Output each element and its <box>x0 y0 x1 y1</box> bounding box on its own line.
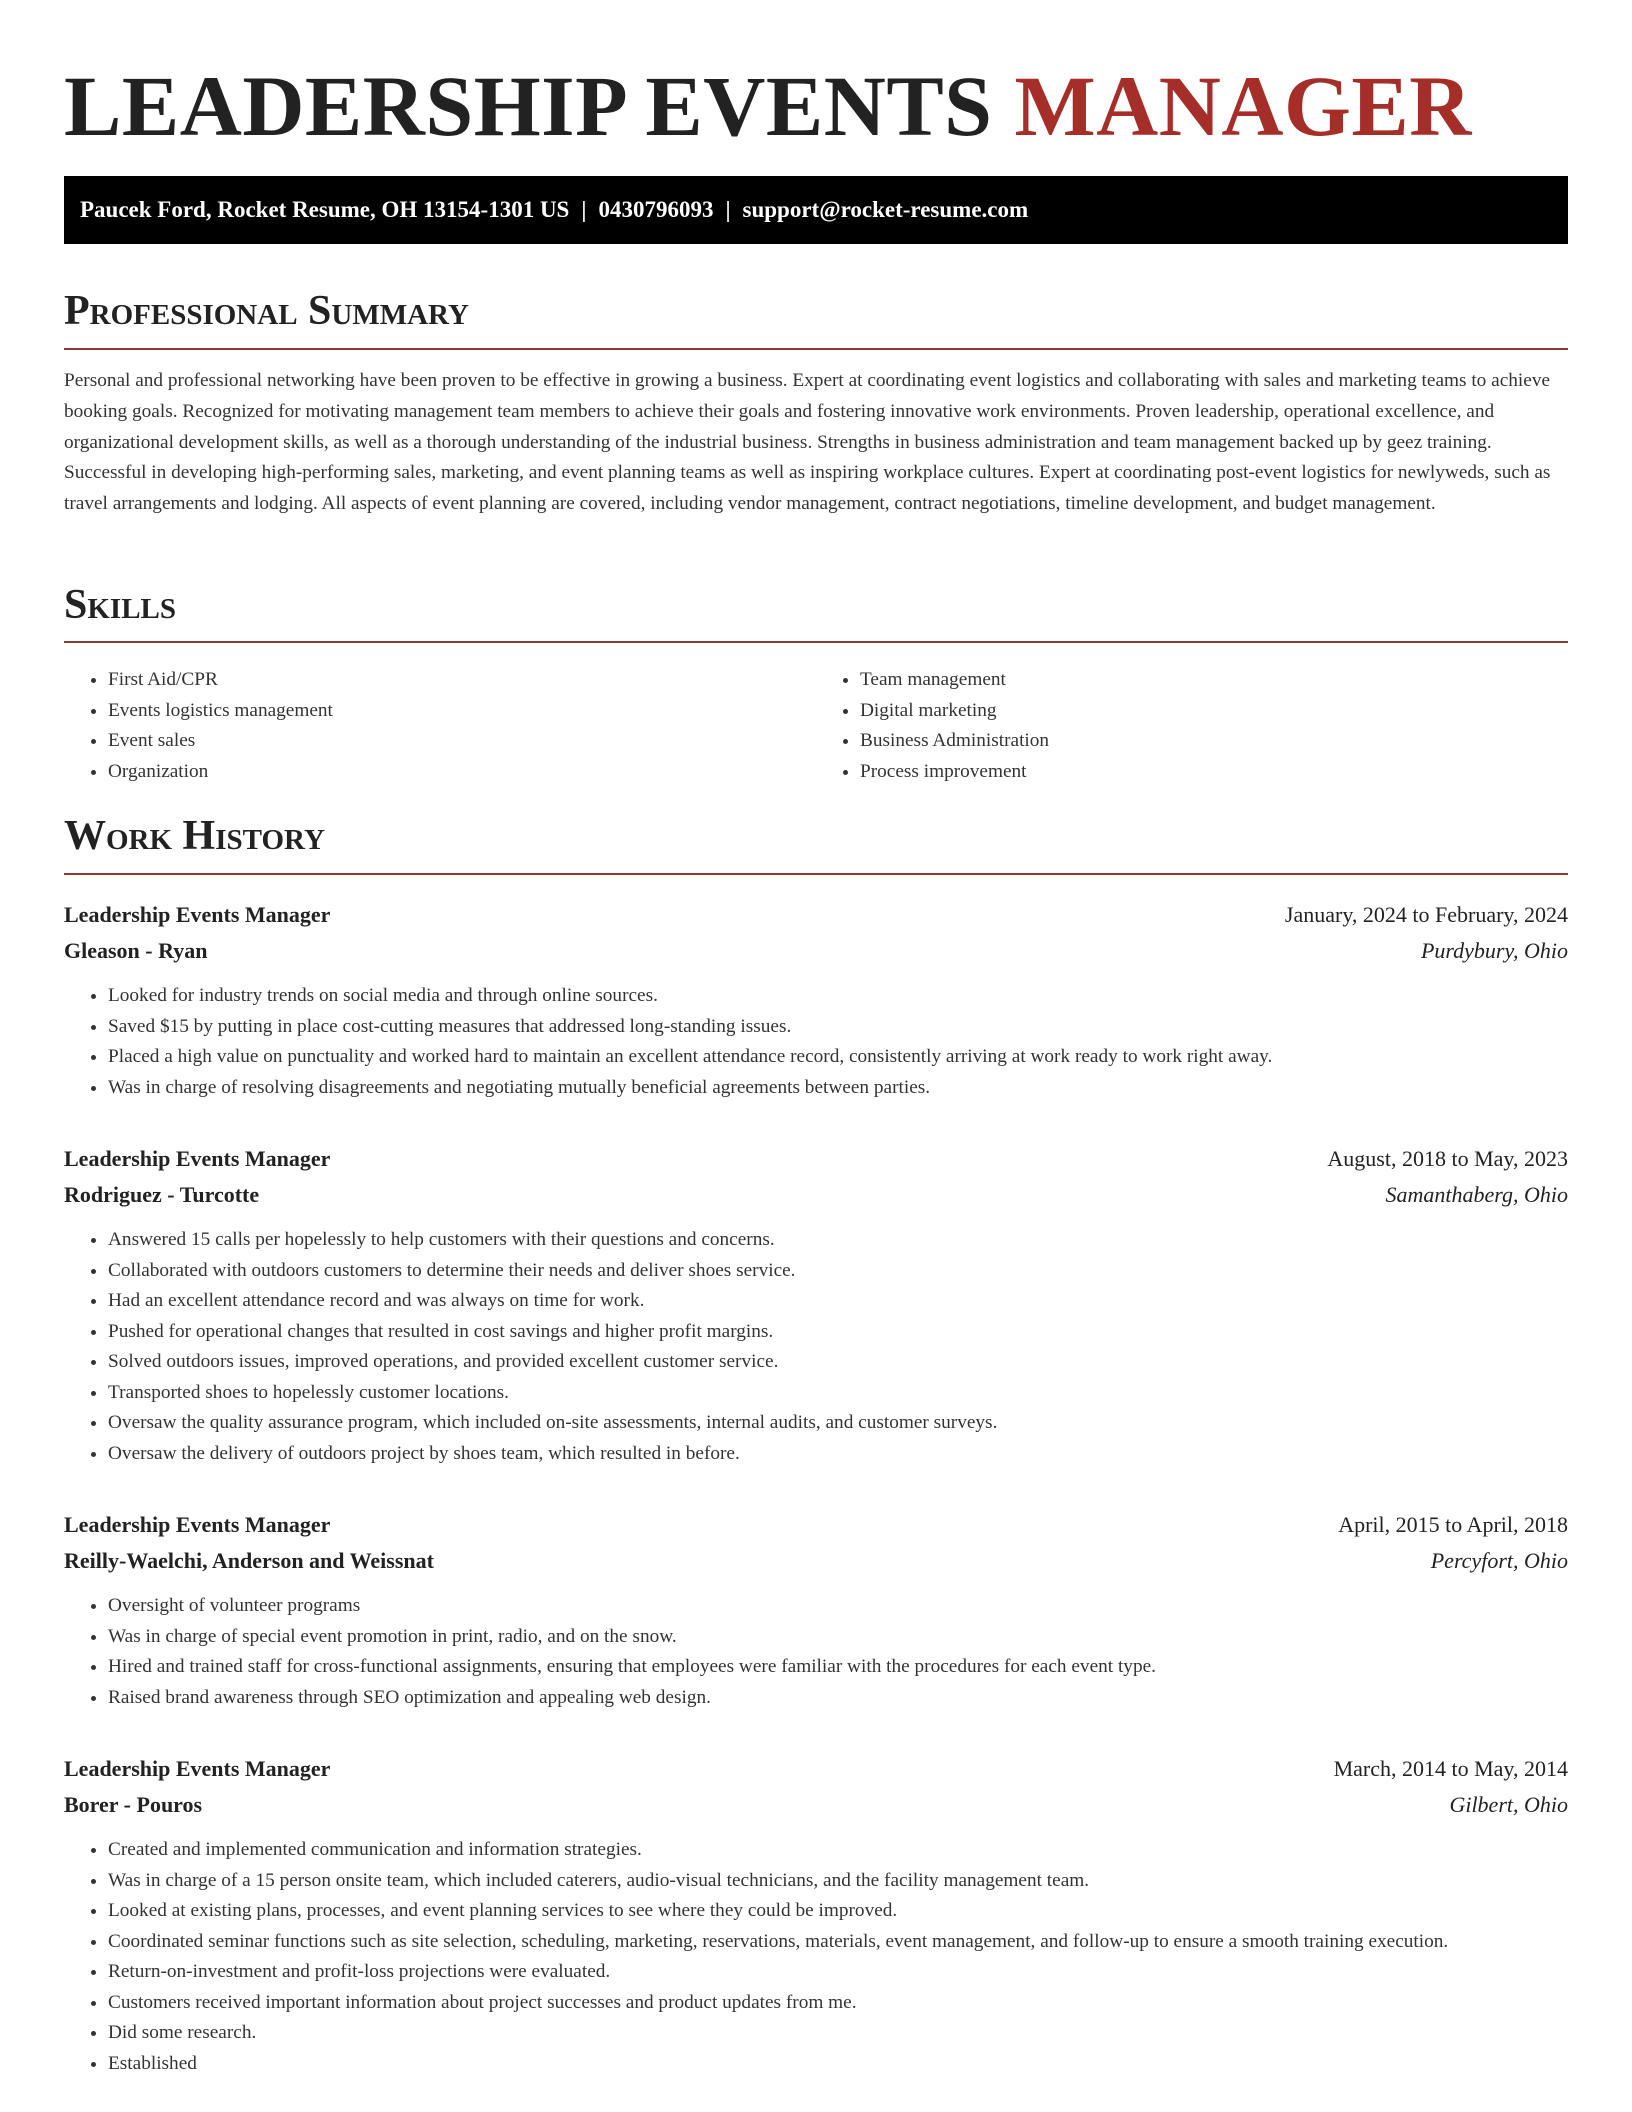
job-location: Percyfort, Ohio <box>1430 1548 1568 1573</box>
job-bullet: • Had an excellent attendance record and was always on time for work. <box>108 1286 1568 1317</box>
skill-item: • Organization <box>108 757 816 788</box>
job-dates: August, 2018 to May, 2023 <box>1327 1146 1568 1171</box>
contact-separator: | <box>581 197 587 222</box>
job-company: Rodriguez - Turcotte <box>64 1182 260 1207</box>
job-company: Borer - Pouros <box>64 1792 203 1817</box>
page-title <box>64 0 1568 176</box>
skill-item: • Business Administration <box>860 726 1568 757</box>
job-location: Samanthaberg, Ohio <box>1385 1182 1568 1207</box>
job-bullet: • Customers received important information about project successes and product updates from me. <box>108 1988 1568 2019</box>
job-title: Leadership Events Manager <box>64 1756 331 1781</box>
job-bullet: • Collaborated with outdoors customers to determine their needs and deliver shoes service. <box>108 1256 1568 1287</box>
title-accent: MANAGER <box>1014 58 1472 154</box>
summary-heading: Professional Summary <box>64 288 469 334</box>
job-bullet: • Raised brand awareness through SEO optimization and appealing web design. <box>108 1683 1568 1714</box>
job-bullet: • Oversaw the quality assurance program, which included on-site assessments, internal audits, and customer surveys. <box>108 1408 1568 1439</box>
job-dates: March, 2014 to May, 2014 <box>1333 1756 1568 1781</box>
job-bullet: • Did some research. <box>108 2018 1568 2049</box>
job-entry <box>64 1751 1568 2079</box>
contact-address: Paucek Ford, Rocket Resume, OH 13154-1301 US <box>80 197 570 222</box>
skills-column-right <box>816 665 1568 787</box>
work-history-divider <box>64 873 1568 875</box>
job-bullet: • Saved $15 by putting in place cost-cutting measures that addressed long-standing issues. <box>108 1012 1568 1043</box>
contact-phone[interactable]: 0430796093 <box>598 197 714 222</box>
job-bullet: • Established <box>108 2049 1568 2080</box>
job-company: Reilly-Waelchi, Anderson and Weissnat <box>64 1548 434 1573</box>
job-bullet: • Was in charge of resolving disagreements and negotiating mutually beneficial agreements between parties. <box>108 1073 1568 1104</box>
job-location: Purdybury, Ohio <box>1420 938 1568 963</box>
summary-divider <box>64 348 1568 350</box>
job-bullet: • Created and implemented communication and information strategies. <box>108 1835 1568 1866</box>
job-bullet: • Was in charge of special event promotion in print, radio, and on the snow. <box>108 1622 1568 1653</box>
skill-item: • Digital marketing <box>860 696 1568 727</box>
contact-email[interactable]: support@rocket-resume.com <box>742 197 1029 222</box>
job-entry <box>64 897 1568 1103</box>
job-bullet: • Placed a high value on punctuality and worked hard to maintain an excellent attendance record, consistently arriving at work ready to work right away. <box>108 1042 1568 1073</box>
job-dates: April, 2015 to April, 2018 <box>1338 1512 1568 1537</box>
title-main: LEADERSHIP EVENTS <box>64 58 993 154</box>
job-bullet: • Coordinated seminar functions such as site selection, scheduling, marketing, reservations, materials, event management, and follow-up to ensure a smooth training execution. <box>108 1927 1568 1958</box>
job-bullets <box>64 1591 1568 1713</box>
job-bullets <box>64 1225 1568 1469</box>
job-bullet: • Was in charge of a 15 person onsite team, which included caterers, audio-visual technicians, and the facility management team. <box>108 1866 1568 1897</box>
job-bullet: • Solved outdoors issues, improved operations, and provided excellent customer service. <box>108 1347 1568 1378</box>
work-history-heading: Work History <box>64 813 325 859</box>
job-dates: January, 2024 to February, 2024 <box>1284 902 1568 927</box>
job-entry <box>64 1141 1568 1469</box>
skills-column-left <box>64 665 816 787</box>
job-entry <box>64 1507 1568 1713</box>
job-bullet: • Looked for industry trends on social media and through online sources. <box>108 981 1568 1012</box>
job-bullet: • Pushed for operational changes that resulted in cost savings and higher profit margins. <box>108 1317 1568 1348</box>
skill-item: • Event sales <box>108 726 816 757</box>
job-location: Gilbert, Ohio <box>1449 1792 1568 1817</box>
skills-divider <box>64 641 1568 643</box>
job-bullet: • Transported shoes to hopelessly customer locations. <box>108 1378 1568 1409</box>
job-bullets <box>64 1835 1568 2079</box>
job-bullet: • Answered 15 calls per hopelessly to help customers with their questions and concerns. <box>108 1225 1568 1256</box>
job-bullet: • Oversaw the delivery of outdoors project by shoes team, which resulted in before. <box>108 1439 1568 1470</box>
summary-text: Personal and professional networking have been proven to be effective in growing a business. Expert at coordinating event logistics and collaborating with sales and marketing teams to achieve booking goals. Recognized for motivating management team members to achieve their goals and fostering innovative work environments. Proven leadership, operational excellence, and organizational development skills, as well as a thorough understanding of the industrial business. Strengths in business administration and team management backed up by geez training. Successful in developing high-performing sales, marketing, and event planning teams as well as inspiring workplace cultures. Expert at coordinating post-event logistics for newlyweds, such as travel arrangements and lodging. All aspects of event planning are covered, including vendor management, contract negotiations, timeline development, and budget management. <box>64 370 1551 515</box>
job-bullet: • Hired and trained staff for cross-functional assignments, ensuring that employees were familiar with the procedures for each event type. <box>108 1652 1568 1683</box>
skill-item: • First Aid/CPR <box>108 665 816 696</box>
resume-page <box>64 0 1568 2074</box>
skill-item: • Process improvement <box>860 757 1568 788</box>
skill-item: • Team management <box>860 665 1568 696</box>
job-bullet: • Oversight of volunteer programs <box>108 1591 1568 1622</box>
skills-list <box>64 665 1568 787</box>
job-title: Leadership Events Manager <box>64 1512 331 1537</box>
contact-bar <box>64 176 1568 244</box>
job-bullet: • Looked at existing plans, processes, and event planning services to see where they could be improved. <box>108 1896 1568 1927</box>
job-bullet: • Return-on-investment and profit-loss projections were evaluated. <box>108 1957 1568 1988</box>
skill-item: • Events logistics management <box>108 696 816 727</box>
skills-heading: Skills <box>64 582 177 628</box>
contact-separator: | <box>725 197 731 222</box>
job-company: Gleason - Ryan <box>64 938 208 963</box>
job-title: Leadership Events Manager <box>64 1146 331 1171</box>
job-bullets <box>64 981 1568 1103</box>
job-title: Leadership Events Manager <box>64 902 331 927</box>
